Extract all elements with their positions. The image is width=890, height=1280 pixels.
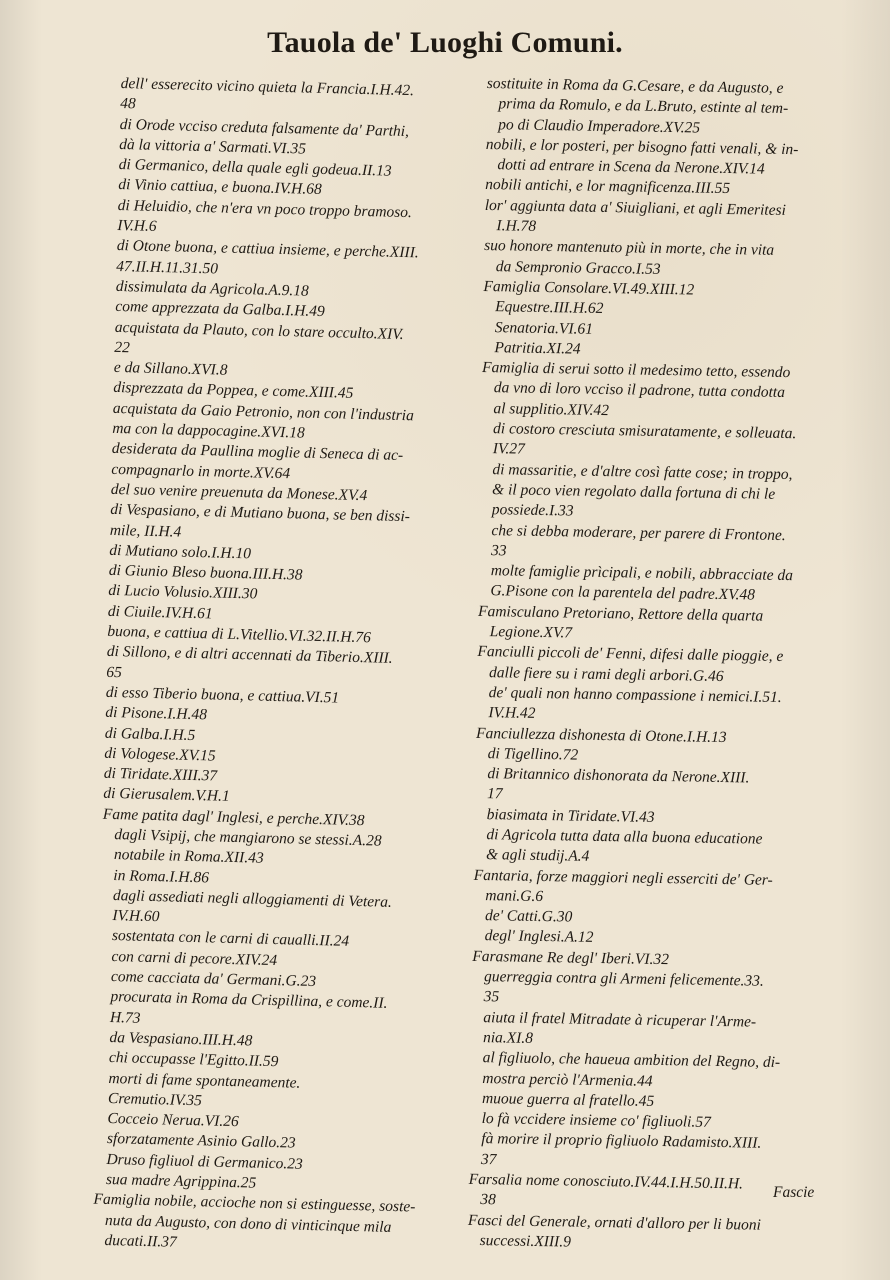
index-entry-line: morti di fame spontaneamente. <box>108 1069 301 1092</box>
index-entry-line: 33 <box>490 541 507 560</box>
index-entry-line: 48 <box>120 95 136 113</box>
index-entry-line: come cacciata da' Germani.G.23 <box>110 968 317 991</box>
index-entry-line: dell' esserecito vicino quieta la Francia.I.H.42. <box>120 74 415 100</box>
index-entry-line: Patritia.XI.24 <box>494 339 581 358</box>
index-entry-line: Farsalia nome conosciuto.IV.44.I.H.50.II.H. <box>468 1170 744 1193</box>
index-entry-line: di esso Tiberio buona, e cattiua.VI.51 <box>105 683 340 707</box>
index-entry-line: lor' aggiunta data a' Siuigliani, et agli Emeritesi <box>484 196 787 219</box>
index-entry-line: compagnarlo in morte.XV.64 <box>111 460 291 482</box>
index-entry-line: nuta da Augusto, con dono di vinticinque mila <box>104 1211 392 1236</box>
index-entry-line: mile, II.H.4 <box>109 521 182 541</box>
index-entry-line: notabile in Roma.XII.43 <box>113 846 264 867</box>
index-entry-line: procurata in Roma da Crispillina, e come.II. <box>110 988 388 1013</box>
index-entry-line: biasimata in Tiridate.VI.43 <box>486 805 655 826</box>
index-entry-line: Famiglia Consolare.VI.49.XIII.12 <box>483 277 695 299</box>
index-entry-line: nia.XI.8 <box>482 1029 534 1047</box>
index-column-left <box>92 74 486 1260</box>
index-entry-line: di Gierusalem.V.H.1 <box>103 785 230 806</box>
index-entry-line: prima da Romulo, e da L.Bruto, estinte al tem- <box>498 95 789 118</box>
index-entry-line: ducati.II.37 <box>104 1231 178 1251</box>
index-entry-line: dagli Vsipij, che mangiarono se stessi.A.28 <box>114 826 382 850</box>
index-entry-line: al figliuolo, che haueua ambition del Regno, di- <box>482 1049 781 1072</box>
index-entry-line: Famisculano Pretoriano, Rettore della quarta <box>477 602 764 625</box>
index-entry-line: buona, e cattiua di L.Vitellio.VI.32.II.H.76 <box>107 622 372 647</box>
index-entry-line: degl' Inglesi.A.12 <box>484 927 594 947</box>
index-entry-line: & il poco vien regolato dalla fortuna di chi le <box>491 481 776 503</box>
index-entry-line: di Britannico dishonorata da Nerone.XIII. <box>487 765 750 787</box>
index-entry-line: di Vespasiano, e di Mutiano buona, se ben dissi- <box>110 501 411 526</box>
index-entry-line: di massaritie, e d'altre così fatte cose; in troppo, <box>492 460 793 483</box>
index-column-right <box>467 74 851 1257</box>
index-entry-line: muoue guerra al fratello.45 <box>481 1089 655 1110</box>
index-entry-line: dotti ad entrare in Scena da Nerone.XIV.14 <box>497 156 765 178</box>
index-entry-line: & agli studij.A.4 <box>485 846 590 866</box>
index-entry-line: di Ciuile.IV.H.61 <box>107 602 213 623</box>
index-entry-line: successi.XIII.9 <box>479 1231 572 1251</box>
index-entry-line: nobili antichi, e lor magnificenza.III.55 <box>485 176 731 198</box>
index-entry-line: Equestre.III.H.62 <box>494 298 604 318</box>
index-entry-line: di Orode vcciso creduta falsamente da' Parthi, <box>119 115 410 140</box>
index-entry-line: chi occupasse l'Egitto.II.59 <box>108 1049 279 1071</box>
index-entry-line: di Mutiano solo.I.H.10 <box>109 541 252 563</box>
index-entry-line: Famiglia nobile, accioche non si estinguesse, soste- <box>93 1190 416 1216</box>
index-entry-line: come apprezzata da Galba.I.H.49 <box>115 298 325 321</box>
index-entry-line: de' quali non hanno compassione i nemici.I.51. <box>488 684 782 706</box>
index-entry-line: desiderata da Paullina moglie di Seneca di ac- <box>111 440 404 465</box>
index-entry-line: aiuta il fratel Mitradate à ricuperar l'Arme- <box>483 1008 757 1031</box>
index-entry-line: Fanciulli piccoli de' Fenni, difesi dalle pioggie, e <box>477 643 784 666</box>
index-entry-line: di Galba.I.H.5 <box>104 724 196 744</box>
index-entry-line: sforzatamente Asinio Gallo.23 <box>106 1130 296 1153</box>
index-entry-line: 38 <box>480 1191 496 1209</box>
index-entry-line: de' Catti.G.30 <box>484 907 573 926</box>
index-entry-line: Fame patita dagl' Inglesi, e perche.XIV.38 <box>102 805 365 829</box>
index-entry-line: con carni di pecore.XIV.24 <box>111 947 278 969</box>
index-entry-line: molte famiglie prìcipali, e nobili, abbracciate da <box>490 562 794 585</box>
index-entry-line: suo honore mantenuto più in morte, che in vita <box>484 237 775 260</box>
index-entry-line: mostra perciò l'Armenia.44 <box>482 1069 653 1090</box>
index-entry-line: di Tigellino.72 <box>487 744 579 764</box>
index-entry-line: di Lucio Volusio.XIII.30 <box>108 582 258 603</box>
index-entry-line: di costoro cresciuta smisuratamente, e solleuata. <box>492 420 797 443</box>
page-title: Tauola de' Luoghi Comuni. <box>267 26 623 59</box>
index-entry-line: sua madre Agrippina.25 <box>105 1170 257 1192</box>
index-entry-line: in Roma.I.H.86 <box>113 866 210 886</box>
index-entry-line: sostituite in Roma da G.Cesare, e da Augusto, e <box>486 74 784 97</box>
index-entry-line: dà la vittoria a' Sarmati.VI.35 <box>119 135 307 158</box>
index-entry-line: che si debba moderare, per parere di Frontone. <box>491 521 786 544</box>
index-entry-line: 35 <box>483 988 500 1006</box>
index-entry-line: di Heluidio, che n'era vn poco troppo bramoso. <box>117 196 413 221</box>
index-entry-line: da Sempronio Gracco.I.53 <box>495 257 661 278</box>
index-entry-line: 47.II.H.11.31.50 <box>116 257 219 278</box>
index-entry-line: Famiglia di serui sotto il medesimo tetto, essendo <box>481 359 791 382</box>
index-entry-line: Legione.XV.7 <box>489 623 573 642</box>
index-entry-line: Fanciullezza dishonesta di Otone.I.H.13 <box>475 724 727 746</box>
index-entry-line: di Germanico, della quale egli godeua.II.13 <box>118 156 392 180</box>
index-entry-line: guerreggia contra gli Armeni felicemente.33. <box>483 968 764 990</box>
index-entry-line: 37 <box>480 1150 497 1169</box>
index-entry-line: Druso figliuol di Germanico.23 <box>106 1150 303 1173</box>
index-entry-line: nobili, e lor posteri, per bisogno fatti venali, & in- <box>485 135 799 159</box>
index-entry-line: IV.27 <box>492 440 525 459</box>
index-entry-line: da vno di loro vcciso il padrone, tutta condotta <box>493 379 786 402</box>
index-entry-line: ma con la dappocagine.XVI.18 <box>112 419 305 442</box>
index-entry-line: di Agricola tutta data alla buona educatione <box>486 826 763 848</box>
index-entry-line: di Giunio Bleso buona.III.H.38 <box>108 561 303 584</box>
index-entry-line: dalle fiere su i rami degli arbori.G.46 <box>488 663 724 685</box>
index-entry-line: Cocceio Nerua.VI.26 <box>107 1110 239 1131</box>
index-entry-line: di Tiridate.XIII.37 <box>103 764 218 785</box>
index-entry-line: acquistata da Plauto, con lo stare occulto.XIV. <box>114 318 404 343</box>
index-entry-line: Cremutio.IV.35 <box>107 1089 203 1110</box>
index-entry-line: I.H.78 <box>496 217 537 235</box>
index-entry-line: di Pisone.I.H.48 <box>105 704 208 724</box>
index-entry-line: lo fà vccidere insieme co' figliuoli.57 <box>481 1110 711 1131</box>
index-entry-line: Farasmane Re degl' Iberi.VI.32 <box>472 947 670 968</box>
index-entry-line: 17 <box>486 785 503 803</box>
index-entry-line: al supplitio.XIV.42 <box>493 399 610 419</box>
catchword: Fascie <box>773 1184 815 1201</box>
index-entry-line: possiede.I.33 <box>491 501 574 520</box>
index-entry-line: 65 <box>106 663 123 681</box>
index-entry-line: di Sillono, e di altri accennati da Tiberio.XIII. <box>106 643 393 668</box>
index-entry-line: fà morire il proprio figliuolo Radamisto.XIII. <box>481 1130 762 1153</box>
index-entry-line: IV.H.42 <box>488 704 536 723</box>
index-entry-line: Fantaria, forze maggiori negli esserciti de' Ger- <box>473 866 773 889</box>
index-entry-line: H.73 <box>109 1008 141 1027</box>
index-entry-line: disprezzata da Poppea, e come.XIII.45 <box>113 379 354 403</box>
index-entry-line: e da Sillano.XVI.8 <box>113 359 228 379</box>
index-entry-line: mani.G.6 <box>485 886 544 905</box>
index-entry-line: dissimulata da Agricola.A.9.18 <box>115 277 310 300</box>
index-entry-line: IV.H.60 <box>112 907 160 926</box>
index-entry-line: sostentata con le carni di caualli.II.24 <box>111 927 350 951</box>
index-entry-line: acquistata da Gaio Petronio, non con l'industria <box>112 399 415 425</box>
index-entry-line: da Vespasiano.III.H.48 <box>109 1028 253 1050</box>
index-entry-line: del suo venire preuenuta da Monese.XV.4 <box>110 480 368 505</box>
index-entry-line: dagli assediati negli alloggiamenti di Vetera. <box>112 886 393 911</box>
index-entry-line: Senatoria.VI.61 <box>494 318 594 338</box>
index-entry-line: IV.H.6 <box>117 217 157 235</box>
index-entry-line: G.Pisone con la parentela del padre.XV.48 <box>490 582 756 604</box>
index-entry-line: di Vinio cattiua, e buona.IV.H.68 <box>118 176 322 199</box>
index-entry-line: di Otone buona, e cattiua insieme, e perche.XIII. <box>116 237 419 262</box>
index-entry-line: 22 <box>114 338 131 357</box>
index-entry-line: di Vologese.XV.15 <box>104 744 216 765</box>
index-entry-line: po di Claudio Imperadore.XV.25 <box>498 115 701 137</box>
index-entry-line: Fasci del Generale, ornati d'alloro per li buoni <box>467 1211 762 1234</box>
